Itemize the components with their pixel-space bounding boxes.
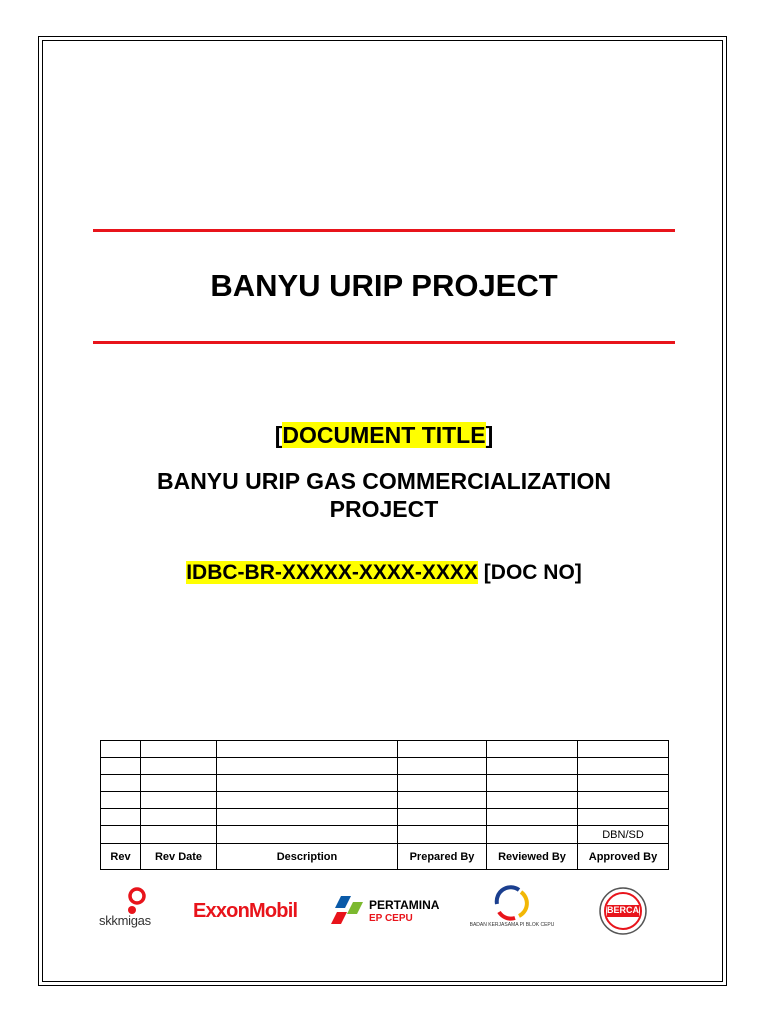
document-title [0,422,768,449]
berca-text: BERCA [606,905,639,915]
skkmigas-mark-icon [95,886,170,936]
bottom-red-rule [93,341,675,344]
pertamina-text: PERTAMINA [369,898,440,912]
document-number [0,561,768,585]
dbn-cell: DBN/SD [578,826,669,844]
table-row [101,809,669,826]
badan-kerjasama-text: BADAN KERJASAMA PI BLOK CEPU [469,922,555,928]
skkmigas-logo [95,886,170,936]
pertamina-mark-icon [331,894,365,928]
document-number-value: IDBC-BR-XXXXX-XXXX-XXXX [186,561,478,584]
document-title-close-bracket: ] [485,422,494,448]
header-description: Description [217,844,398,870]
table-header-row [101,844,669,870]
subtitle-line-2: PROJECT [329,496,439,522]
header-rev-date: Rev Date [141,844,217,870]
project-title: BANYU URIP PROJECT [210,268,558,303]
table-row [101,775,669,792]
table-row-dbn [101,826,669,844]
header-prepared-by: Prepared By [398,844,487,870]
exxonmobil-logo: ExxonMobil [193,900,298,922]
document-title-open-bracket: [ [274,422,283,448]
table-row [101,758,669,775]
header-reviewed-by: Reviewed By [487,844,578,870]
revision-table [100,740,669,870]
table-row [101,741,669,758]
pertamina-sub-text: EP CEPU [369,913,413,924]
skkmigas-text: skkmigas [99,913,151,928]
header-rev: Rev [101,844,141,870]
header-approved-by: Approved By [578,844,669,870]
document-number-label: [DOC NO] [483,561,582,584]
document-subtitle [110,467,658,523]
badan-kerjasama-mark-icon [489,882,533,922]
table-row [101,792,669,809]
badan-kerjasama-logo [467,882,557,938]
logo-strip [95,880,665,940]
pertamina-logo [331,892,451,932]
document-title-placeholder: DOCUMENT TITLE [282,422,486,448]
top-red-rule [93,229,675,232]
berca-logo [597,886,649,936]
subtitle-line-1: BANYU URIP GAS COMMERCIALIZATION [156,468,612,494]
